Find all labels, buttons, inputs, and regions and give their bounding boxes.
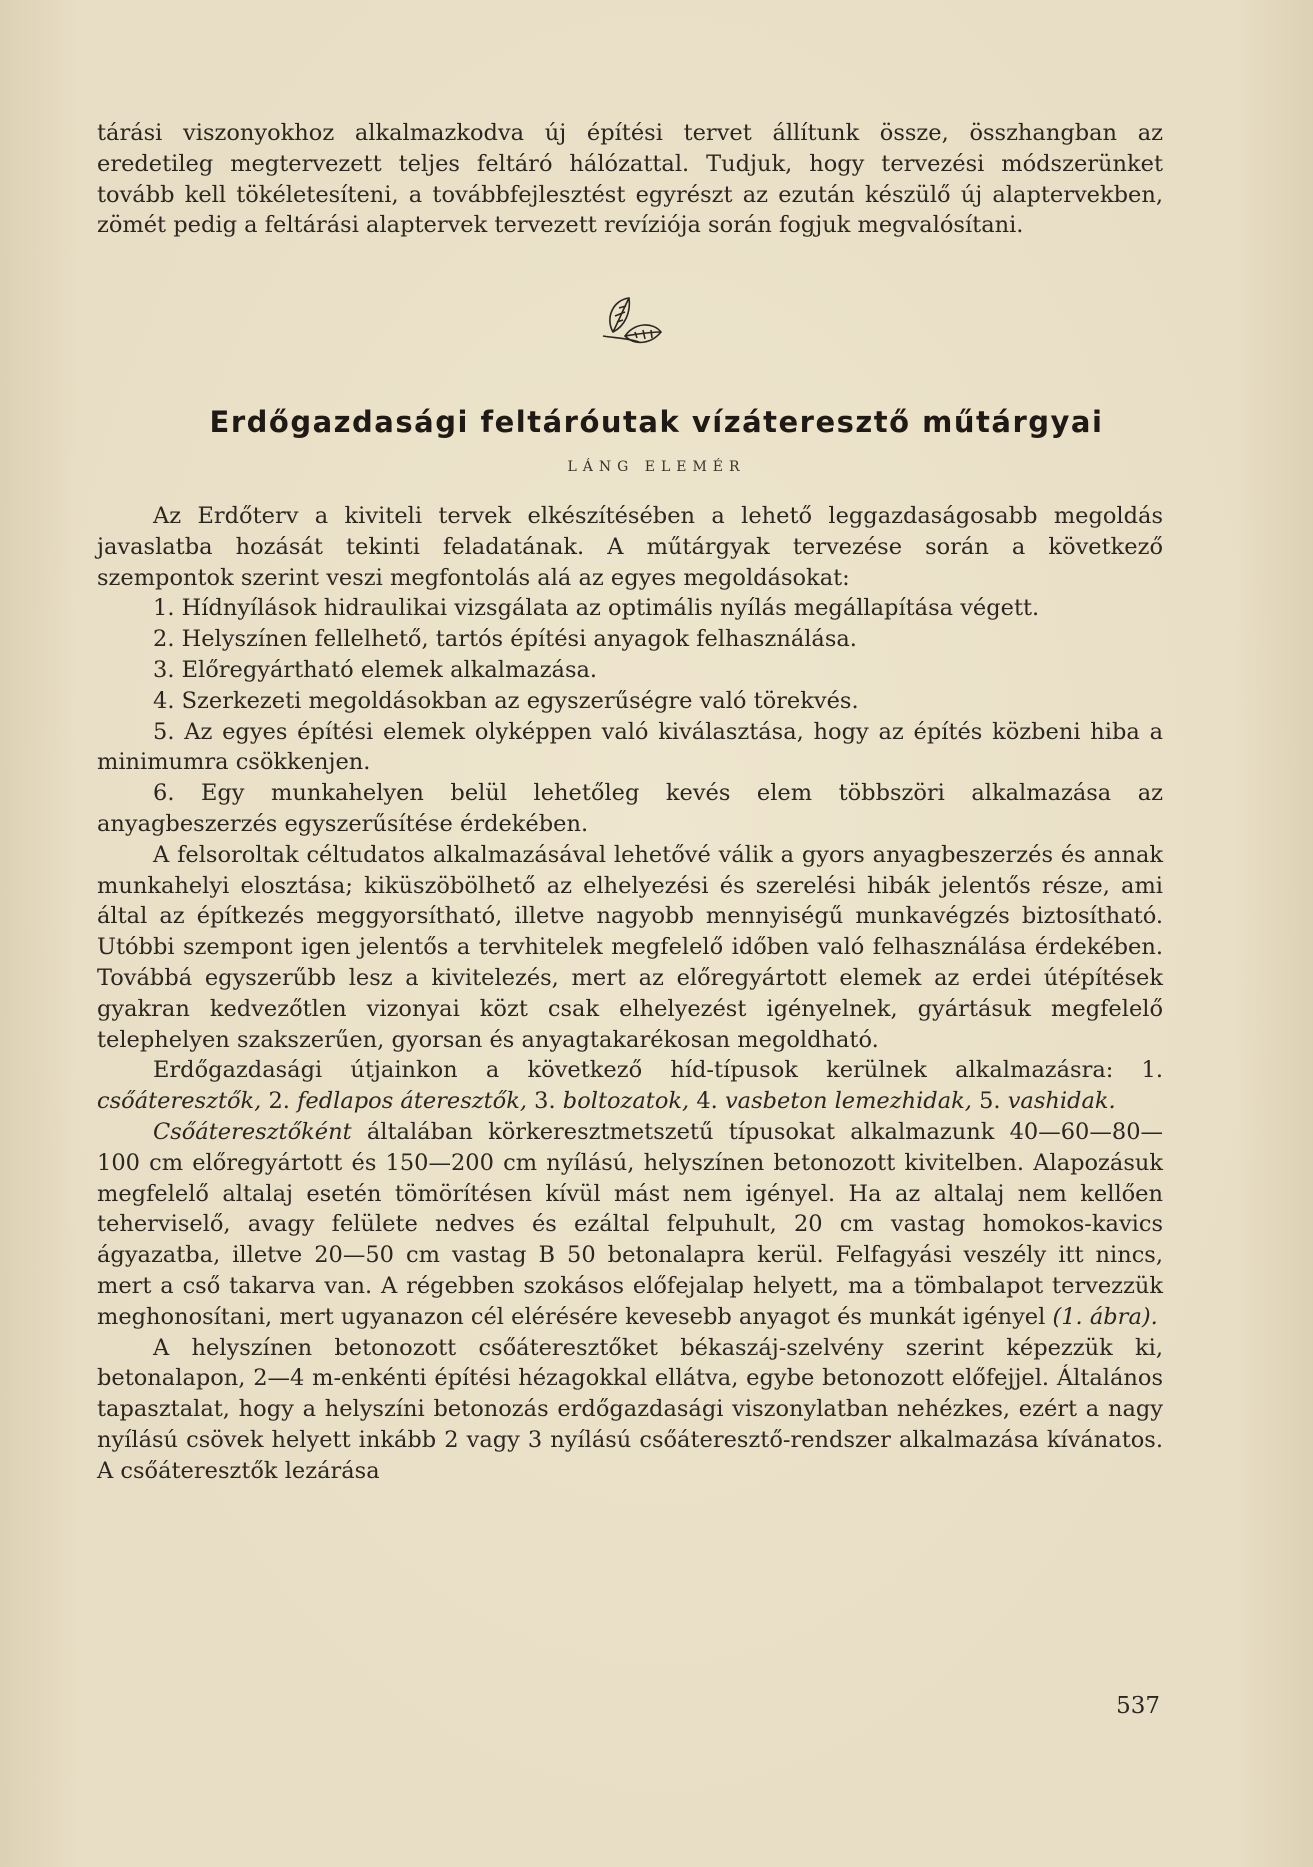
paragraph-4-body: általában körkeresztmetszetű típusokat alkalmazunk 40—60—80—100 cm előregyártott és 150—200 cm nyílású, helyszínen betonozott kivitelben. Alapozásuk megfelelő altalaj esetén tömörítésen kívül mást nem igényel. Ha az altalaj nem kellően teherviselő, avagy felülete nedves és ezáltal felpuhult, 20 cm vastag homokos-kavics ágyazatba, illetve 20—50 cm vastag B 50 betonalapra kerül. Felfagyási veszély itt nincs, mert a cső takarva van. A régebben szokásos előfejalap helyett, ma a tömbalapot tervezzük meghonosítani, mert ugyanazon cél elérésére kevesebb anyagot és munkát igényel bbox=[97, 1118, 1164, 1330]
paragraph-1: Az Erdőterv a kiviteli tervek elkészítésében a lehető leggazdaságosabb megoldás javaslatba hozását tekinti feladatának. A műtárgyak tervezése során a következő szempontok szerint veszi megfontolás alá az egyes megoldásokat: bbox=[97, 503, 1163, 591]
bridge-type: csőáteresztők, bbox=[97, 1088, 262, 1115]
figure-reference: (1. ábra). bbox=[1052, 1303, 1158, 1330]
bridge-type-number: 4. bbox=[696, 1088, 725, 1115]
list-item: 4. Szerkezeti megoldásokban az egyszerűségre való törekvés. bbox=[153, 687, 859, 714]
article-author: LÁNG ELEMÉR bbox=[567, 459, 746, 475]
list-item: 1. Hídnyílások hidraulikai vizsgálata az optimális nyílás megállapítása végett. bbox=[153, 595, 1040, 622]
paragraph-4 bbox=[97, 1117, 1163, 1333]
bridge-type-number: 3. bbox=[534, 1088, 563, 1115]
bridge-type: fedlapos áteresztők, bbox=[297, 1088, 528, 1115]
paragraph-3-lead: Erdőgazdasági útjainkon a következő híd-típusok kerülnek alkalmazásra: 1. bbox=[153, 1057, 1163, 1084]
page-number: 537 bbox=[1116, 1693, 1160, 1719]
leaf-ornament-icon bbox=[595, 292, 669, 350]
paragraph-3 bbox=[97, 1055, 1163, 1117]
bridge-type: boltozatok, bbox=[562, 1088, 690, 1115]
paragraph-5: A helyszínen betonozott csőáteresztőket békaszáj-szelvény szerint képezzük ki, betonalapon, 2—4 m-enkénti építési hézagokkal ellátva, egybe betonozott előfejjel. Általános tapasztalat, hogy a helyszíni betonozás erdőgazdasági viszonylatban nehézkes, ezért a nagy nyílású csövek helyett inkább 2 vagy 3 nyílású csőáteresztő-rendszer alkalmazása kívánatos. A csőáteresztők lezárása bbox=[97, 1334, 1163, 1484]
list-item: 2. Helyszínen fellelhető, tartós építési anyagok felhasználása. bbox=[153, 626, 857, 653]
list-item: 6. Egy munkahelyen belül lehetőleg kevés elem többszöri alkalmazása az anyagbeszerzés egyszerűsítése érdekében. bbox=[97, 780, 1163, 837]
paragraph-4-lead: Csőáteresztőként bbox=[153, 1118, 352, 1145]
paragraph-2: A felsoroltak céltudatos alkalmazásával lehetővé válik a gyors anyagbeszerzés és annak munkahelyi elosztása; kiküszöbölhető az elhelyezési és szerelési hibák jelentős része, ami által az építkezés meggyorsítható, illetve nagyobb mennyiségű munkavégzés biztosítható. Utóbbi szempont igen jelentős a tervhitelek megfelelő időben való felhasználása érdekében. Továbbá egyszerűbb lesz a kivitelezés, mert az előregyártott elemek az erdei útépítések gyakran kedvezőtlen vizonyai közt csak elhelyezést igényelnek, gyártásuk megfelelő telephelyen szakszerűen, gyorsan és anyagtakarékosan megoldható. bbox=[97, 841, 1163, 1053]
list-item: 3. Előregyártható elemek alkalmazása. bbox=[153, 656, 598, 683]
bridge-type-number: 5. bbox=[979, 1088, 1008, 1115]
intro-paragraph: tárási viszonyokhoz alkalmazkodva új építési tervet állítunk össze, összhangban az eredetileg megtervezett teljes feltáró hálózattal. Tudjuk, hogy tervezési módszerünket tovább kell tökéletesíteni, a továbbfejlesztést egyrészt az ezután készülő új alaptervekben, zömét pedig a feltárási alaptervek tervezett revíziója során fogjuk megvalósítani. bbox=[97, 120, 1163, 239]
intro-section bbox=[97, 118, 1163, 241]
list-item: 5. Az egyes építési elemek olyképpen való kiválasztása, hogy az építés közbeni hiba a minimumra csökkenjen. bbox=[97, 718, 1163, 776]
bridge-type-number: 2. bbox=[268, 1088, 298, 1115]
article-title: Erdőgazdasági feltáróutak vízáteresztő műtárgyai bbox=[209, 405, 1104, 439]
bridge-type: vasbeton lemezhidak, bbox=[724, 1088, 972, 1115]
bridge-type: vashidak. bbox=[1007, 1088, 1116, 1115]
article-body bbox=[97, 501, 1163, 1487]
